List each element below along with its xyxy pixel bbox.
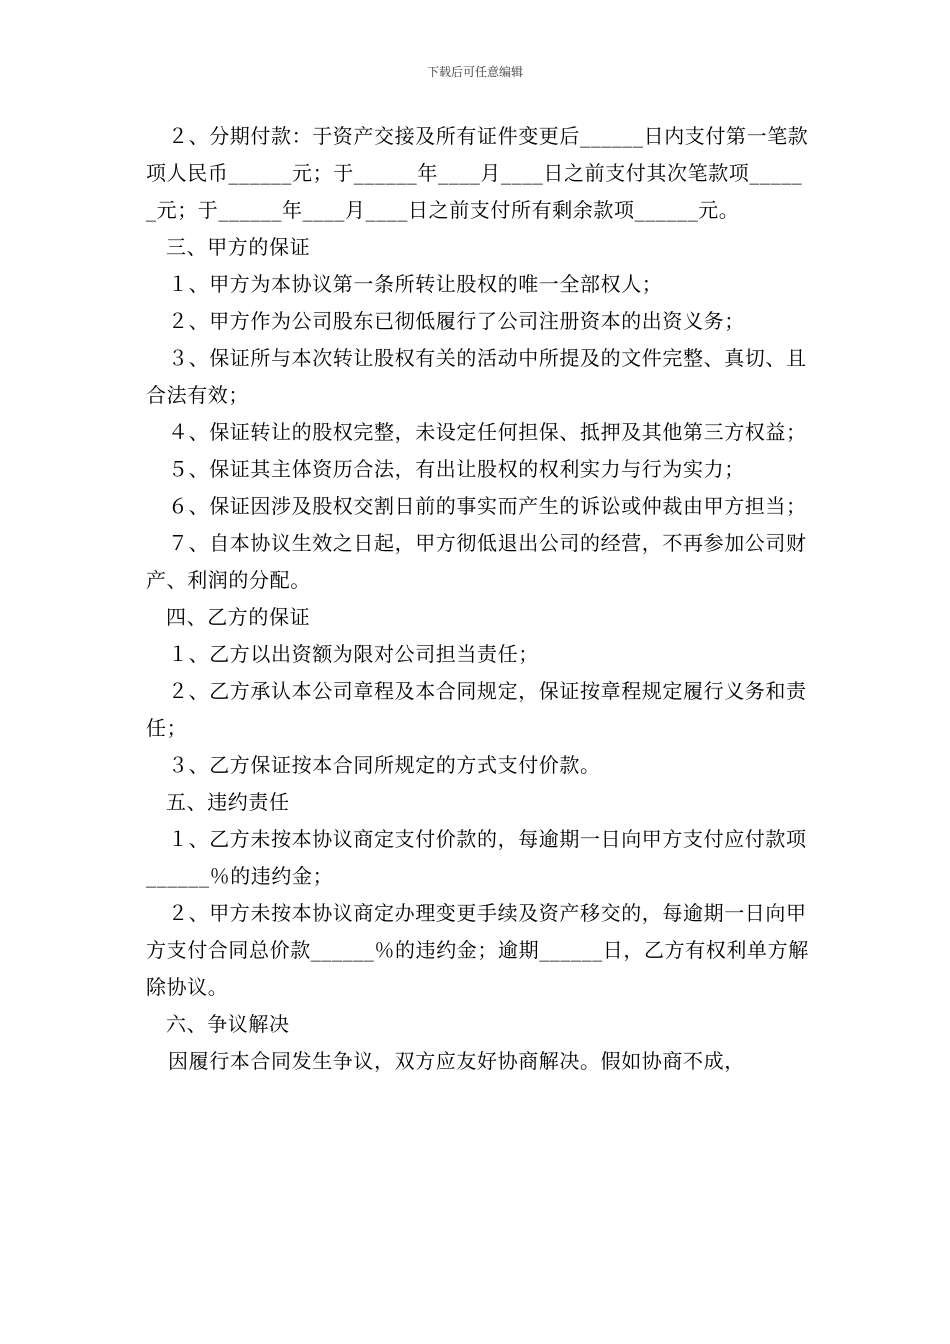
paragraph-a-3: ３、保证所与本次转让股权有关的活动中所提及的文件完整、真切、且合法有效；: [146, 346, 807, 407]
paragraph-a-2: ２、甲方作为公司股东已彻低履行了公司注册资本的出资义务；: [168, 309, 745, 333]
document-body: [146, 118, 812, 1080]
paragraph-b-2: ２、乙方承认本公司章程及本合同规定，保证按章程规定履行义务和责任；: [146, 679, 807, 740]
paragraph-a-6: ６、保证因涉及股权交割日前的事实而产生的诉讼或仲裁由甲方担当；: [168, 494, 807, 518]
paragraph-dispute: 因履行本合同发生争议，双方应友好协商解决。假如协商不成，: [168, 1049, 745, 1073]
section-heading-dispute-resolution: 六、争议解决: [166, 1012, 290, 1036]
paragraph-breach-2: ２、甲方未按本协议商定办理变更手续及资产移交的，每逾期一日向甲方支付合同总价款______％的违约金；逾期______日，乙方有权利单方解除协议。: [146, 901, 809, 999]
paragraph-a-5: ５、保证其主体资历合法，有出让股权的权利实力与行为实力；: [168, 457, 745, 481]
paragraph-breach-1: １、乙方未按本协议商定支付价款的，每逾期一日向甲方支付应付款项______％的违约金；: [146, 827, 807, 888]
section-heading-breach-liability: 五、违约责任: [166, 790, 290, 814]
section-heading-party-a-guarantee: 三、甲方的保证: [166, 235, 311, 259]
page-header-note: 下载后可任意编辑: [426, 65, 523, 79]
paragraph-a-7: ７、自本协议生效之日起，甲方彻低退出公司的经营，不再参加公司财产、利润的分配。: [146, 531, 807, 592]
paragraph-a-1: １、甲方为本协议第一条所转让股权的唯一全部权人；: [168, 272, 663, 296]
paragraph-a-4: ４、保证转让的股权完整，未设定任何担保、抵押及其他第三方权益；: [168, 420, 807, 444]
paragraph-b-1: １、乙方以出资额为限对公司担当责任；: [168, 642, 539, 666]
paragraph-b-3: ３、乙方保证按本合同所规定的方式支付价款。: [168, 753, 601, 777]
paragraph-installment-payment: ２、分期付款：于资产交接及所有证件变更后______日内支付第一笔款项人民币______元；于______年____月____日之前支付其次笔款项______元；于______年____月____日之前支付所有剩余款项______元。: [146, 124, 809, 222]
section-heading-party-b-guarantee: 四、乙方的保证: [166, 605, 311, 629]
